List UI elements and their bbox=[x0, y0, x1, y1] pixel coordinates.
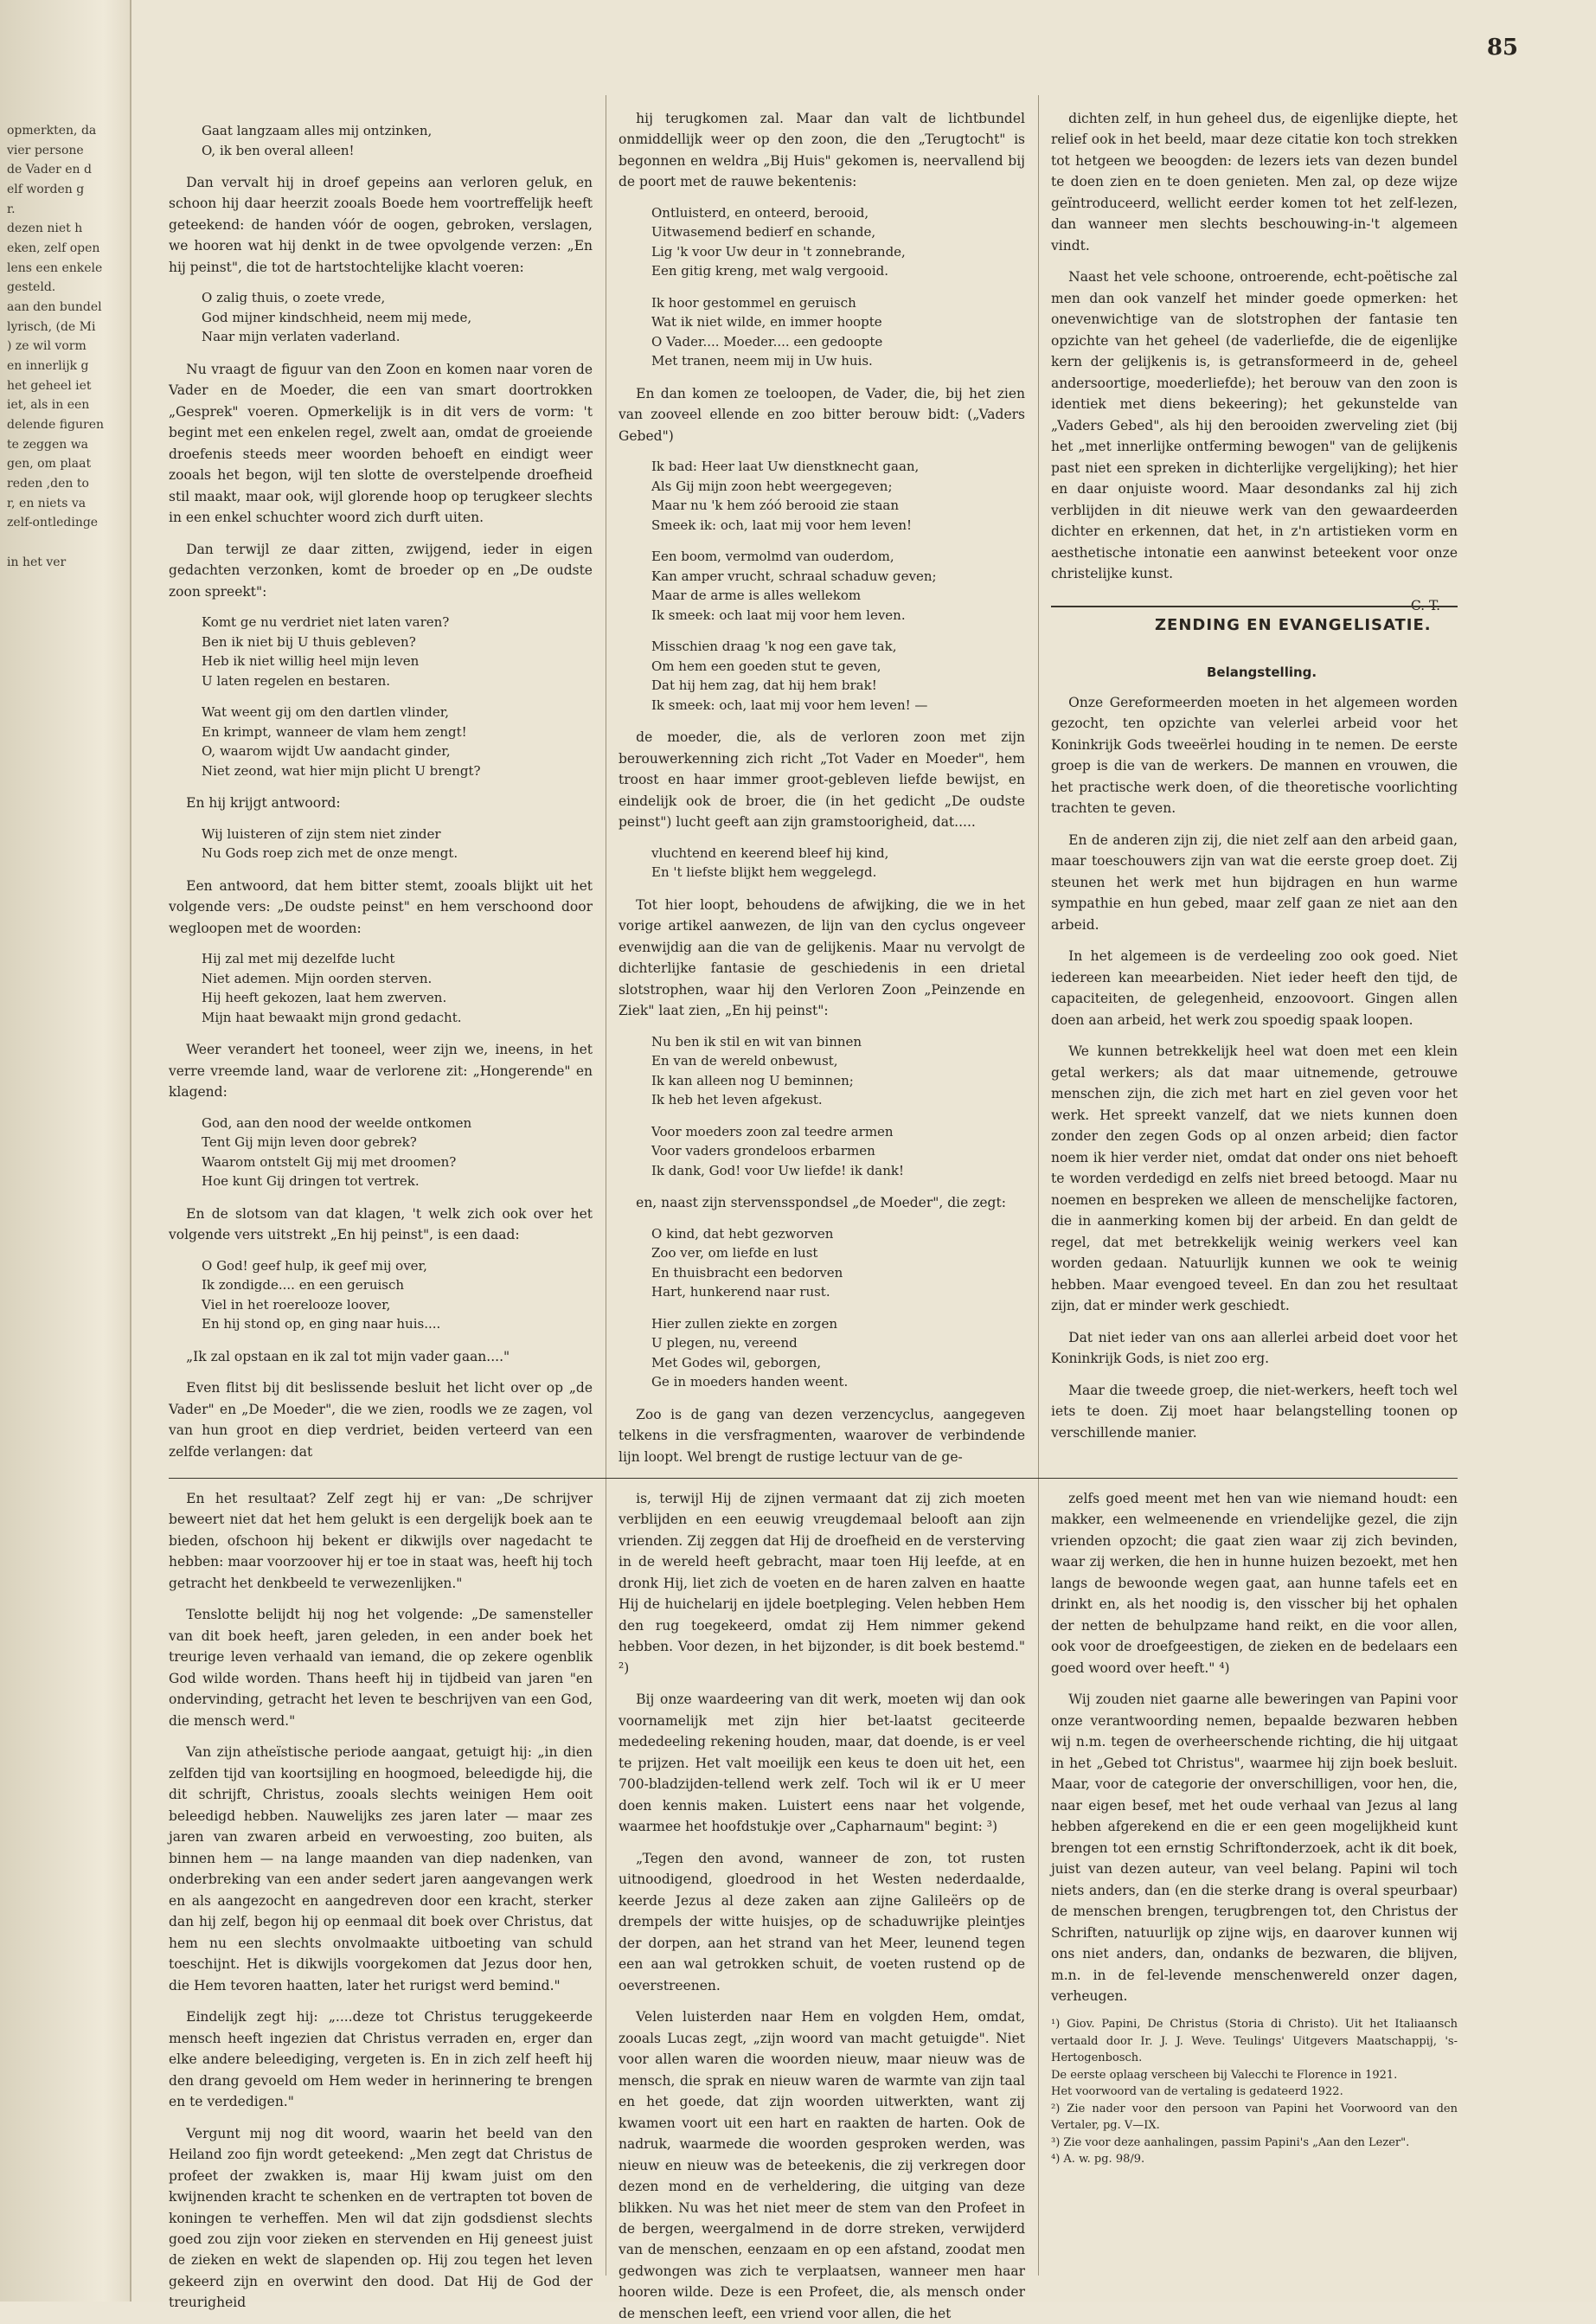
paragraph: en, naast zijn stervensspondsel „de Moeder", die zegt: bbox=[636, 1195, 1006, 1211]
paragraph: Weer verandert het tooneel, weer zijn we, ineens, in het verre vreemde land, waar de verlorene zit: „Hongerende" en klagend: bbox=[169, 1042, 593, 1101]
paragraph: dichten zelf, in hun geheel dus, de eigenlijke diepte, het relief ook in het beeld, maar deze citatie kon toch strekken tot hetgeen we beoogden: de lezers iets van dezen bundel te doen zien en te doen genieten. Men zal, op deze wijze geïntroduceerd, wellicht eerder komen tot het zelf-lezen, dan wanneer men slechts beschouwing-in-'t algemeen vindt. bbox=[1051, 111, 1458, 254]
edge-text-line: en innerlijk g bbox=[7, 359, 89, 374]
poem-stanza bbox=[202, 121, 593, 160]
poem-stanza bbox=[651, 1032, 1025, 1110]
poem-line: U plegen, nu, vereend bbox=[651, 1335, 798, 1351]
poem-line: U laten regelen en bestaren. bbox=[202, 672, 391, 689]
edge-text-line: de Vader en d bbox=[7, 163, 92, 177]
poem-line: Een gitig kreng, met walg vergooid. bbox=[651, 263, 888, 279]
author-signature: C. T. bbox=[1410, 597, 1440, 613]
paragraph: Maar die tweede groep, die niet-werkers, heeft toch wel iets te doen. Zij moet haar belangstelling toonen op verschillende manier. bbox=[1051, 1382, 1458, 1441]
paragraph: Dat niet ieder van ons aan allerlei arbeid doet voor het Koninkrijk Gods, is niet zoo erg. bbox=[1051, 1329, 1458, 1367]
article-column-2-lower bbox=[619, 1488, 1025, 2321]
poem-line: O, waarom wijdt Uw aandacht ginder, bbox=[202, 743, 451, 760]
poem-line: Met Godes wil, geborgen, bbox=[651, 1354, 822, 1371]
poem-stanza bbox=[651, 1314, 1025, 1392]
poem-line: Wat ik niet wilde, en immer hoopte bbox=[651, 314, 882, 331]
poem-line: Misschien draag 'k nog een gave tak, bbox=[651, 639, 897, 655]
paragraph: En het resultaat? Zelf zegt hij er van: „De schrijver beweert niet dat het hem gelukt is een dergelijk boek aan te bieden, ofschoon hij bekent er dikwijls over nagedacht te hebben: maar voorzoover hij er toe in staat was, heeft hij toch getracht het denkbeeld te verwezenlijken." bbox=[169, 1491, 593, 1591]
poem-stanza bbox=[202, 288, 593, 347]
poem-line: Smeek ik: och, laat mij voor hem leven! bbox=[651, 517, 913, 533]
edge-text-line: opmerkten, da bbox=[7, 124, 97, 138]
paragraph: Van zijn atheïstische periode aangaat, getuigt hij: „in dien zelfden tijd van koortsijling en hoogmoed, beleedigde hij, die dit schrijft, Christus, zooals slechts weinigen Hem ooit beleedigd hebben. Nauwelijks zes jaren later — maar zes jaren van zwaren arbeid en verwoesting, zoo buiten, als binnen hem — na lange maanden van diep nadenken, van onderbreking van een ander sedert jaren aangevangen werk en als aangezocht en aangedreven door een kracht, sterker dan hij zelf, begon hij op eenmaal dit boek over Christus, dat hem nu een slechts onvolmaakte uitboeting van schuld toeschijnt. Het is dikwijls voorgekomen dat Jezus door hen, die Hem tevoren haatten, later het rurigst werd bemind." bbox=[169, 1744, 593, 1993]
poem-line: Tent Gij mijn leven door gebrek? bbox=[202, 1134, 417, 1151]
footnote: ²) Zie nader voor den persoon van Papini het Voorwoord van den Vertaler, pg. V—IX. bbox=[1051, 2102, 1458, 2132]
paragraph: Onze Gereformeerden moeten in het algemeen worden gezocht, ten opzichte van velerlei arbeid voor het Koninkrijk Gods tweeërlei houding in te nemen. De eerste groep is die van de werkers. De mannen en vrouwen, die het practische werk doen, of die theoretische voorlichting trachten te geven. bbox=[1051, 695, 1458, 817]
edge-text-line: ) ze wil vorm bbox=[7, 339, 87, 354]
edge-text-line: r, en niets va bbox=[7, 496, 87, 510]
article-column-1-lower bbox=[169, 1488, 593, 2311]
poem-stanza bbox=[651, 1122, 1025, 1181]
poem-line: En van de wereld onbewust, bbox=[651, 1053, 838, 1069]
paragraph: Nu vraagt de figuur van den Zoon en komen naar voren de Vader en de Moeder, die een van smart doortrokken „Gesprek" voeren. Opmerkelijk is in dit vers de vorm: 't begint met een enkelen regel, zwelt aan, omdat de groeiende droefenis steeds meer woorden behoeft en eindigt weer zooals het begon, wijl ten slotte de overstelpende droefheid stil maakt, maar ook, wijl glorende hoop op terugkeer slechts in een enkel schuchter woord zich durft uiten. bbox=[169, 361, 593, 526]
section-subtitle: Belangstelling. bbox=[1207, 664, 1317, 680]
paragraph: We kunnen betrekkelijk heel wat doen met een klein getal werkers; als dat maar uitnemende, getrouwe menschen zijn, die zich met hart en ziel geven voor het werk. Het spreekt vanzelf, dat we niets kunnen doen zonder den zegen Gods op al onzen arbeid; dien factor noem ik hier verder niet, omdat dat onder ons niet behoeft te worden verdedigd en zelfs niet breed betoogd. Maar nu noemen en bespreken we alleen de menschelijke factoren, die in aanmerking komen bij der arbeid. En dan geldt de regel, dat met betrekkelijk weinig werkers veel kan worden gedaan. Natuurlijk kunnen we ook te weinig hebben. Maar evengoed teveel. En dan zou het resultaat zijn, dat er minder werk geschiedt. bbox=[1051, 1043, 1458, 1314]
edge-text-line: iet, als in een bbox=[7, 398, 90, 413]
poem-line: O Vader.... Moeder.... een gedoopte bbox=[651, 333, 883, 350]
poem-line: Maar nu 'k hem zóó berooid zie staan bbox=[651, 498, 900, 514]
poem-line: Kan amper vrucht, schraal schaduw geven; bbox=[651, 568, 937, 584]
poem-line: Wij luisteren of zijn stem niet zinder bbox=[202, 825, 441, 842]
poem-line: Met tranen, neem mij in Uw huis. bbox=[651, 353, 873, 369]
poem-line: Lig 'k voor Uw deur in 't zonnebrande, bbox=[651, 243, 906, 260]
footnote: De eerste oplaag verscheen bij Valecchi te Florence in 1921. bbox=[1051, 2068, 1398, 2082]
poem-line: Voor moeders zoon zal teedre armen bbox=[651, 1123, 894, 1140]
poem-line: Heb ik niet willig heel mijn leven bbox=[202, 653, 420, 670]
poem-line: Ik smeek: och laat mij voor hem leven. bbox=[651, 607, 906, 623]
edge-text-line: te zeggen wa bbox=[7, 437, 89, 452]
edge-text-line: delende figuren bbox=[7, 418, 105, 433]
poem-line: Ik hoor gestommel en geruisch bbox=[651, 294, 856, 311]
poem-line: Zoo ver, om liefde en lust bbox=[651, 1245, 818, 1262]
poem-line: Hij heeft gekozen, laat hem zwerven. bbox=[202, 990, 447, 1006]
footnote: ¹) Giov. Papini, De Christus (Storia di Christo). Uit het Italiaansch vertaald door Ir. J. J. Weve. Teulings' Uitgevers Maatschappij, 's-Hertogenbosch. bbox=[1051, 2018, 1458, 2064]
article-column-2-upper bbox=[619, 108, 1025, 1467]
poem-stanza bbox=[202, 1114, 593, 1191]
left-edge-column-fragment bbox=[7, 121, 126, 2284]
paragraph: Even flitst bij dit beslissende besluit het licht over op „de Vader" en „De Moeder", die we zien, roodls we ze zagen, vol van hun groot en diep verdriet, beiden verteerd van een zelfde verlangen: dat bbox=[169, 1380, 593, 1460]
poem-line: Nu Gods roep zich met de onze mengt. bbox=[202, 845, 458, 862]
poem-line: Hoe kunt Gij dringen tot vertrek. bbox=[202, 1173, 420, 1190]
poem-line: Niet zeond, wat hier mijn plicht U brengt? bbox=[202, 762, 481, 779]
paragraph: is, terwijl Hij de zijnen vermaant dat zij zich moeten verblijden en een eeuwig vreugdemaal belooft aan zijn vrienden. Zij zeggen dat Hij de droefheid en de versterving in de wereld heeft gebracht, maar toen Hij leefde, at en dronk Hij, liet zich de voeten en de haren zalven en haatte Hij de huichelarij en ijdele boetpleging. Velen hebben Hem den rug toegekeerd, omdat zij Hem nimmer gekend hebben. Voor dezen, in het bijzonder, is dit boek bestemd." ²) bbox=[619, 1491, 1025, 1676]
article-column-3-upper bbox=[1051, 108, 1458, 613]
edge-text-line: in het ver bbox=[7, 555, 67, 569]
poem-line: Niet ademen. Mijn oorden sterven. bbox=[202, 970, 433, 986]
paragraph: Eindelijk zegt hij: „....deze tot Christus teruggekeerde mensch heeft ingezien dat Christus verraden en, erger dan elke andere beleediging, vergeten is. En in zich zelf heeft hij den drang gevoeld om Hem weder in herinnering te brengen en te verdedigen." bbox=[169, 2009, 593, 2110]
poem-line: Ben ik niet bij U thuis gebleven? bbox=[202, 633, 416, 650]
paragraph: „Tegen den avond, wanneer de zon, tot rusten uitnoodigend, gloedrood in het Westen nederdaalde, keerde Jezus al deze zaken aan zijne Galileërs op de drempels der witte huisjes, op de schaduwrijke pleintjes der dorpen, aan het strand van het Meer, leunend tegen een aan wal getrokken schuit, de voeten rustend op de oeverstreenen. bbox=[619, 1850, 1025, 1993]
edge-text-line: het geheel iet bbox=[7, 378, 92, 393]
poem-line: Mijn haat bewaakt mijn grond gedacht. bbox=[202, 1009, 462, 1025]
paragraph: Vergunt mij nog dit woord, waarin het beeld van den Heiland zoo fijn wordt geteekend: „Men zegt dat Christus de profeet der zwakken is, maar Hij kwam juist om den kwijnenden kracht te schenken en de vertrapten tot boven de koningen te verheffen. Men wil dat zijn godsdienst slechts goed zou zijn voor zieken en stervenden en Hij geneest juist de zieken en wekt de slapenden op. Hij zou tegen het leven gekeerd zijn en overwint den dood. Dat Hij de God der treurigheid bbox=[169, 2125, 593, 2311]
paragraph: Naast het vele schoone, ontroerende, echt-poëtische zal men dan ook vanzelf het minder goede opmerken: het onevenwichtige van de slotstrophen der fantasie ten opzichte van het geheel (de vaderliefde, die de eigenlijke kern der gelijkenis is, is getransformeerd in de, geheel andersoortige, moederliefde); het berouw van den zoon is identiek met diens bekeering); het gekunstelde van „Vaders Gebed", als hij den berooiden zwerveling ziet (bij het „met innerlijke ontferming bewogen" van de gelijkenis past niet een spreken in dichterlijke vergelijking); het hier en daar onjuiste woord. Maar desondanks zal hij zich verblijden in dit nieuwe werk van den gewaardeerden dichter en erkennen, dat het, in z'n artistieken vorm en aesthetische intonatie een aanwinst beteekent voor onze christelijke kunst. bbox=[1051, 269, 1458, 582]
poem-stanza bbox=[651, 547, 1025, 625]
page-number: 85 bbox=[1486, 35, 1518, 61]
poem-line: Om hem een goeden stut te geven, bbox=[651, 658, 881, 674]
footnote: ⁴) A. w. pg. 98/9. bbox=[1051, 2153, 1145, 2166]
footnote: ³) Zie voor deze aanhalingen, passim Papini's „Aan den Lezer". bbox=[1051, 2135, 1410, 2149]
poem-stanza bbox=[202, 703, 593, 780]
poem-line: Viel in het roerelooze loover, bbox=[202, 1296, 391, 1313]
poem-stanza bbox=[202, 613, 593, 690]
edge-text-line: lyrisch, (de Mi bbox=[7, 319, 96, 334]
poem-line: God mijner kindschheid, neem mij mede, bbox=[202, 309, 472, 325]
article-column-3-lower bbox=[1051, 1488, 1458, 2007]
poem-line: Komt ge nu verdriet niet laten varen? bbox=[202, 614, 450, 631]
poem-line: Een boom, vermolmd van ouderdom, bbox=[651, 549, 894, 565]
poem-line: God, aan den nood der weelde ontkomen bbox=[202, 1114, 472, 1131]
paragraph: Bij onze waardeering van dit werk, moeten wij dan ook voornamelijk met zijn hier bet-laatst geciteerde mededeeling rekening houden, maar, dat doende, is er veel te prijzen. Het valt moeilijk een keus te doen uit het, een 700-bladzijden-tellend werk zelf. Toch wil ik er U meer doen kennis maken. Luistert eens naar het volgende, waarmee het hoofdstukje over „Capharnaum" begint: ³) bbox=[619, 1692, 1025, 1835]
poem-line: Ontluisterd, en onteerd, berooid, bbox=[651, 204, 869, 221]
column-divider bbox=[1038, 95, 1039, 2276]
section-rule bbox=[1051, 606, 1458, 607]
poem-line: Dat hij hem zag, dat hij hem brak! bbox=[651, 677, 877, 694]
poem-stanza bbox=[651, 203, 1025, 281]
poem-line: Maar de arme is alles wellekom bbox=[651, 587, 862, 604]
poem-line: Ik zondigde.... en een geruisch bbox=[202, 1277, 405, 1294]
poem-line: Ik bad: Heer laat Uw dienstknecht gaan, bbox=[651, 459, 920, 475]
paragraph: Dan vervalt hij in droef gepeins aan verloren geluk, en schoon hij daar heerzit zooals Boede hem voortreffelijk heeft geteekend: de handen vóór de oogen, gebroken, verslagen, we hooren wat hij denkt in de twee opvolgende verzen: „En hij peinst", die tot de hartstochtelijke klacht voeren: bbox=[169, 175, 593, 275]
poem-line: Hart, hunkerend naar rust. bbox=[651, 1284, 830, 1300]
edge-text-line: vier persone bbox=[7, 143, 84, 157]
poem-line: Nu ben ik stil en wit van binnen bbox=[651, 1033, 862, 1050]
paragraph: de moeder, die, als de verloren zoon met zijn berouwerkenning zich richt „Tot Vader en Moeder", hem troost en haar immer groot-gebleven liefde bewijst, en eindelijk ook de broer, die (in het gedicht „De oudste peinst") lucht geeft aan zijn gramstoorigheid, dat..... bbox=[619, 729, 1025, 831]
edge-text-line: zelf-ontledinge bbox=[7, 516, 99, 530]
poem-stanza bbox=[202, 949, 593, 1027]
poem-stanza bbox=[651, 457, 1025, 535]
edge-text-line: dezen niet h bbox=[7, 221, 83, 236]
poem-line: Voor vaders grondeloos erbarmen bbox=[651, 1143, 875, 1159]
edge-text-line: eken, zelf open bbox=[7, 241, 100, 256]
poem-line: vluchtend en keerend bleef hij kind, bbox=[651, 844, 889, 861]
edge-text-line: reden ,den to bbox=[7, 477, 89, 491]
poem-line: Ge in moeders handen weent. bbox=[651, 1374, 849, 1390]
paragraph: hij terugkomen zal. Maar dan valt de lichtbundel onmiddellijk weer op den zoon, die den „Terugtocht" is begonnen en weldra „Bij Huis" gekomen is, neervallend bij de poort met de rauwe bekentenis: bbox=[619, 111, 1025, 190]
poem-stanza bbox=[651, 1224, 1025, 1302]
poem-line: En krimpt, wanneer de vlam hem zengt! bbox=[202, 723, 467, 740]
article-column-1-upper bbox=[169, 121, 593, 1467]
poem-line: Hier zullen ziekte en zorgen bbox=[651, 1315, 838, 1332]
poem-stanza bbox=[651, 844, 1025, 883]
footnotes bbox=[1051, 2016, 1458, 2276]
edge-text-line: aan den bundel bbox=[7, 300, 102, 315]
section-title: ZENDING EN EVANGELISATIE. bbox=[1155, 616, 1432, 634]
poem-line: En 't liefste blijkt hem weggelegd. bbox=[651, 864, 877, 881]
edge-text-line bbox=[7, 533, 126, 553]
poem-line: O, ik ben overal alleen! bbox=[202, 142, 355, 158]
paragraph: „Ik zal opstaan en ik zal tot mijn vader gaan...." bbox=[186, 1348, 510, 1364]
poem-line: Ik dank, God! voor Uw liefde! ik dank! bbox=[651, 1162, 905, 1178]
poem-line: Als Gij mijn zoon hebt weergegeven; bbox=[651, 478, 893, 494]
poem-line: O kind, dat hebt gezworven bbox=[651, 1225, 834, 1242]
paragraph: En de slotsom van dat klagen, 't welk zich ook over het volgende vers uitstrekt „En hij peinst", is een daad: bbox=[169, 1205, 593, 1243]
article-column-3-middle bbox=[1051, 692, 1458, 1471]
paragraph: En hij krijgt antwoord: bbox=[186, 795, 341, 812]
poem-line: Wat weent gij om den dartlen vlinder, bbox=[202, 704, 449, 721]
poem-line: Gaat langzaam alles mij ontzinken, bbox=[202, 123, 433, 138]
poem-line: O God! geef hulp, ik geef mij over, bbox=[202, 1257, 427, 1274]
paragraph: In het algemeen is de verdeeling zoo ook goed. Niet iedereen kan meearbeiden. Niet ieder heeft den tijd, de capaciteiten, de gelegenheid, enzoovoort. Gingen allen doen aan arbeid, het werk zou spoedig spaak loopen. bbox=[1051, 948, 1458, 1028]
footnote: Het voorwoord van de vertaling is gedateerd 1922. bbox=[1051, 2085, 1343, 2098]
poem-stanza bbox=[651, 293, 1025, 371]
edge-text-line: gesteld. bbox=[7, 280, 56, 295]
poem-line: En hij stond op, en ging naar huis.... bbox=[202, 1316, 441, 1332]
poem-line: O zalig thuis, o zoete vrede, bbox=[202, 290, 386, 306]
paragraph: Tot hier loopt, behoudens de afwijking, die we in het vorige artikel aanwezen, de lijn van den cyclus ongeveer evenwijdig aan die van de gelijkenis. Maar nu vervolgt de dichterlijke fantasie de geschiedenis in een drietal slotstrophen, waar hij den Verloren Zoon „Peinzende en Ziek" laat zien, „En hij peinst": bbox=[619, 896, 1025, 1019]
poem-line: Naar mijn verlaten vaderland. bbox=[202, 329, 401, 345]
paragraph: Wij zouden niet gaarne alle beweringen van Papini voor onze verantwoording nemen, bepaalde bezwaren hebben wij n.m. tegen de overheerschende richting, die hij uitgaat in het „Gebed tot Christus", waarmee hij zijn boek besluit. Maar, voor de categorie der onverschilligen, voor hen, die, naar eigen besef, met het oude verhaal van Jezus al lang hebben afgerekend en die er een geen mogelijkheid kunt brengen tot een ernstig Schriftonderzoek, acht ik dit boek, juist van dezen auteur, van veel belang. Papini wil toch niets anders, dan (en die sterke drang is overal speurbaar) de menschen brengen, terugbrengen tot, den Christus der Schriften, natuurlijk op zijne wijs, en daarover kunnen wij ons niet anders, dan, ondanks de bezwaren, die blijven, m.n. in de fel-levende menschenwereld onzer dagen, verheugen. bbox=[1051, 1692, 1458, 2005]
poem-line: Ik smeek: och, laat mij voor hem leven! — bbox=[651, 697, 928, 713]
paragraph: Tenslotte belijdt hij nog het volgende: „De samensteller van dit boek heeft, jaren geleden, in een ander boek het treurige leven verhaald van iemand, die op zekere ogenblik God wilde worden. Thans heeft hij in tijdbeid van jaren "en ondervinding, getracht het leven te beschrijven van een God, die mensch werd." bbox=[169, 1607, 593, 1729]
poem-line: Ik heb het leven afgekust. bbox=[651, 1092, 823, 1108]
poem-stanza bbox=[202, 825, 593, 863]
paragraph: zelfs goed meent met hen van wie niemand houdt: een makker, een welmeenende en vriendelijke gezel, die zijn vrienden opzocht; die gaat zien waar zij zich bevinden, waar zij werken, die hen in hunne huizen bezoekt, met hen langs de bewoonde wegen gaat, aan hunne tafels eet en drinkt en, als het noodig is, den visscher bij het ophalen der netten de behulpzame hand reikt, en die voor allen, ook voor de droefgeestigen, de zieken en de bedelaars een goed woord over heeft." ⁴) bbox=[1051, 1491, 1458, 1676]
edge-text-line: r. bbox=[7, 202, 16, 216]
poem-line: Ik kan alleen nog U beminnen; bbox=[651, 1072, 854, 1088]
edge-text-line: gen, om plaat bbox=[7, 457, 92, 472]
paragraph: Velen luisterden naar Hem en volgden Hem, omdat, zooals Lucas zegt, „zijn woord van macht getuigde". Niet voor allen waren die woorden nieuw, maar nieuw was de mensch, die sprak en nieuw waren de warmte van zijn taal en het goede, dat zijn woorden uitwerkten, want zij kwamen voort uit een hart en raakten de harten. Ook de nadruk, waarmede die woorden gesproken werden, was nieuw en nieuw was de beteekenis, die zij verkregen door dezen mond en de verheldering, die uitging van deze blikken. Nu was het niet meer de stem van den Profeet in de bergen, weergalmend in de dorre streken, verwijderd van de menschen, eenzaam en op een afstand, zoodat men gedwongen was zich te verplaatsen, wanneer men haar hooren wilde. Deze is een Profeet, die, als mensch onder de menschen leeft, een vriend voor allen, die het bbox=[619, 2009, 1025, 2321]
poem-stanza bbox=[202, 1256, 593, 1334]
paragraph: Dan terwijl ze daar zitten, zwijgend, ieder in eigen gedachten verzonken, komt de broeder op en „De oudste zoon spreekt": bbox=[169, 541, 593, 600]
paragraph: En dan komen ze toeloopen, de Vader, die, bij het zien van zooveel ellende en zoo bitter berouw bidt: („Vaders Gebed") bbox=[619, 385, 1025, 444]
edge-text-line: lens een enkele bbox=[7, 260, 103, 275]
edge-text-line: elf worden g bbox=[7, 183, 85, 197]
poem-stanza bbox=[651, 637, 1025, 715]
poem-line: Waarom ontstelt Gij mij met droomen? bbox=[202, 1153, 457, 1170]
poem-line: En thuisbracht een bedorven bbox=[651, 1264, 843, 1281]
poem-line: Uitwasemend bedierf en schande, bbox=[651, 224, 876, 241]
poem-line: Hij zal met mij dezelfde lucht bbox=[202, 951, 395, 967]
horizontal-rule bbox=[169, 1478, 1458, 1479]
paragraph: Een antwoord, dat hem bitter stemt, zooals blijkt uit het volgende vers: „De oudste peinst" en hem verschoond door wegloopen met de woorden: bbox=[169, 877, 593, 936]
paragraph: En de anderen zijn zij, die niet zelf aan den arbeid gaan, maar toeschouwers zijn van wat die eerste groep doet. Zij steunen het werk met hun bijdragen en hun warme sympathie en hun gebed, maar zelf gaan ze niet aan den arbeid. bbox=[1051, 831, 1458, 933]
paragraph: Zoo is de gang van dezen verzencyclus, aangegeven telkens in die versfragmenten, waarover de verbindende lijn loopt. Wel brengt de rustige lectuur van de ge- bbox=[619, 1406, 1025, 1465]
